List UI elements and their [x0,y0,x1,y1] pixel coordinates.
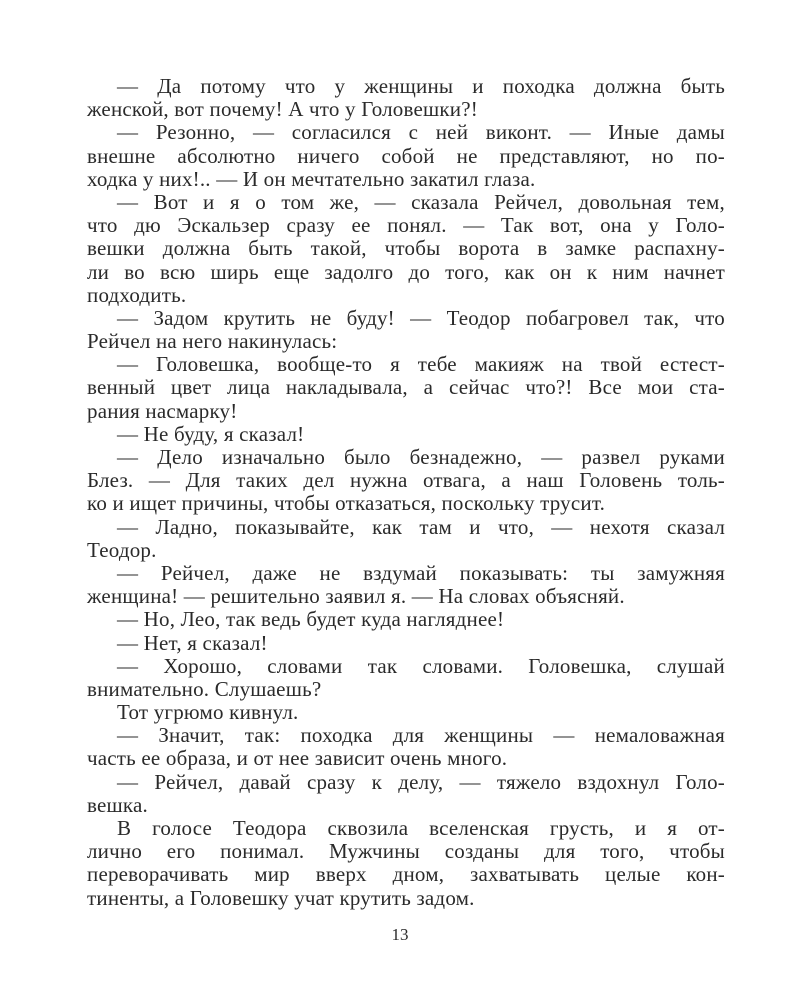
text-line: В голосе Теодора сквозила вселенская грусть, и я от- [117,816,725,840]
text-line: Рейчел на него накинулась: [87,329,338,354]
text-line: лично его понимал. Мужчины созданы для того, чтобы [87,839,725,864]
text-line: — Но, Лео, так ведь будет куда нагляднее! [117,607,505,632]
text-line: Блез. — Для таких дел нужна отвага, а наш Головень толь- [87,468,725,493]
text-line: вешки должна быть такой, чтобы ворота в замке распахну- [87,236,725,261]
text-line: вешка. [87,792,148,817]
text-line: — Дело изначально было безнадежно, — развел руками [117,445,725,469]
text-line: внимательно. Слушаешь? [87,676,322,701]
text-line: часть ее образа, и от нее зависит очень много. [87,746,508,771]
text-line: — Значит, так: походка для женщины — немаловажная [117,723,725,748]
text-line: подходить. [87,282,187,307]
page-number: 13 [391,925,409,944]
text-line: — Рейчел, давай сразу к делу, — тяжело вздохнул Голо- [117,769,725,794]
text-line: — Нет, я сказал! [117,630,268,655]
text-line: рания насмарку! [87,398,238,423]
text-line: Тот угрюмо кивнул. [117,700,299,725]
text-line: — Головешка, вообще-то я тебе макияж на твой естест- [117,352,725,377]
text-line: женщина! — решительно заявил я. — На словах объясняй. [87,584,625,609]
text-line: — Хорошо, словами так словами. Головешка, слушай [117,653,725,678]
text-line: ко и ищет причины, чтобы отказаться, поскольку трусит. [87,491,606,516]
text-line: — Резонно, — согласился с ней виконт. — Иные дамы [117,120,725,145]
text-line: — Не буду, я сказал! [117,421,305,446]
text-line: Теодор. [87,537,157,562]
text-line: — Ладно, показывайте, как там и что, — нехотя сказал [117,514,725,539]
text-line: — Задом крутить не буду! — Теодор побагровел так, что [117,305,725,330]
body-text [87,75,725,910]
text-line: венный цвет лица накладывала, а сейчас что?! Все мои ста- [87,375,725,400]
text-line: внешне абсолютно ничего собой не представляют, но по- [87,143,725,168]
text-line: переворачивать мир вверх дном, захватывать целые кон- [87,862,725,887]
text-line: ходка у них!.. — И он мечтательно закатил глаза. [87,166,536,191]
text-line: — Да потому что у женщины и походка должна быть [117,74,725,98]
text-line: — Вот и я о том же, — сказала Рейчел, довольная тем, [117,189,725,214]
text-line: ли во всю ширь еще задолго до того, как он к ним начнет [87,259,725,284]
text-line: тиненты, а Головешку учат крутить задом. [87,885,475,910]
text-line: что дю Эскальзер сразу ее понял. — Так вот, она у Голо- [87,213,725,238]
text-line: — Рейчел, даже не вздумай показывать: ты замужняя [117,560,725,585]
text-line: женской, вот почему! А что у Головешки?! [87,97,478,122]
